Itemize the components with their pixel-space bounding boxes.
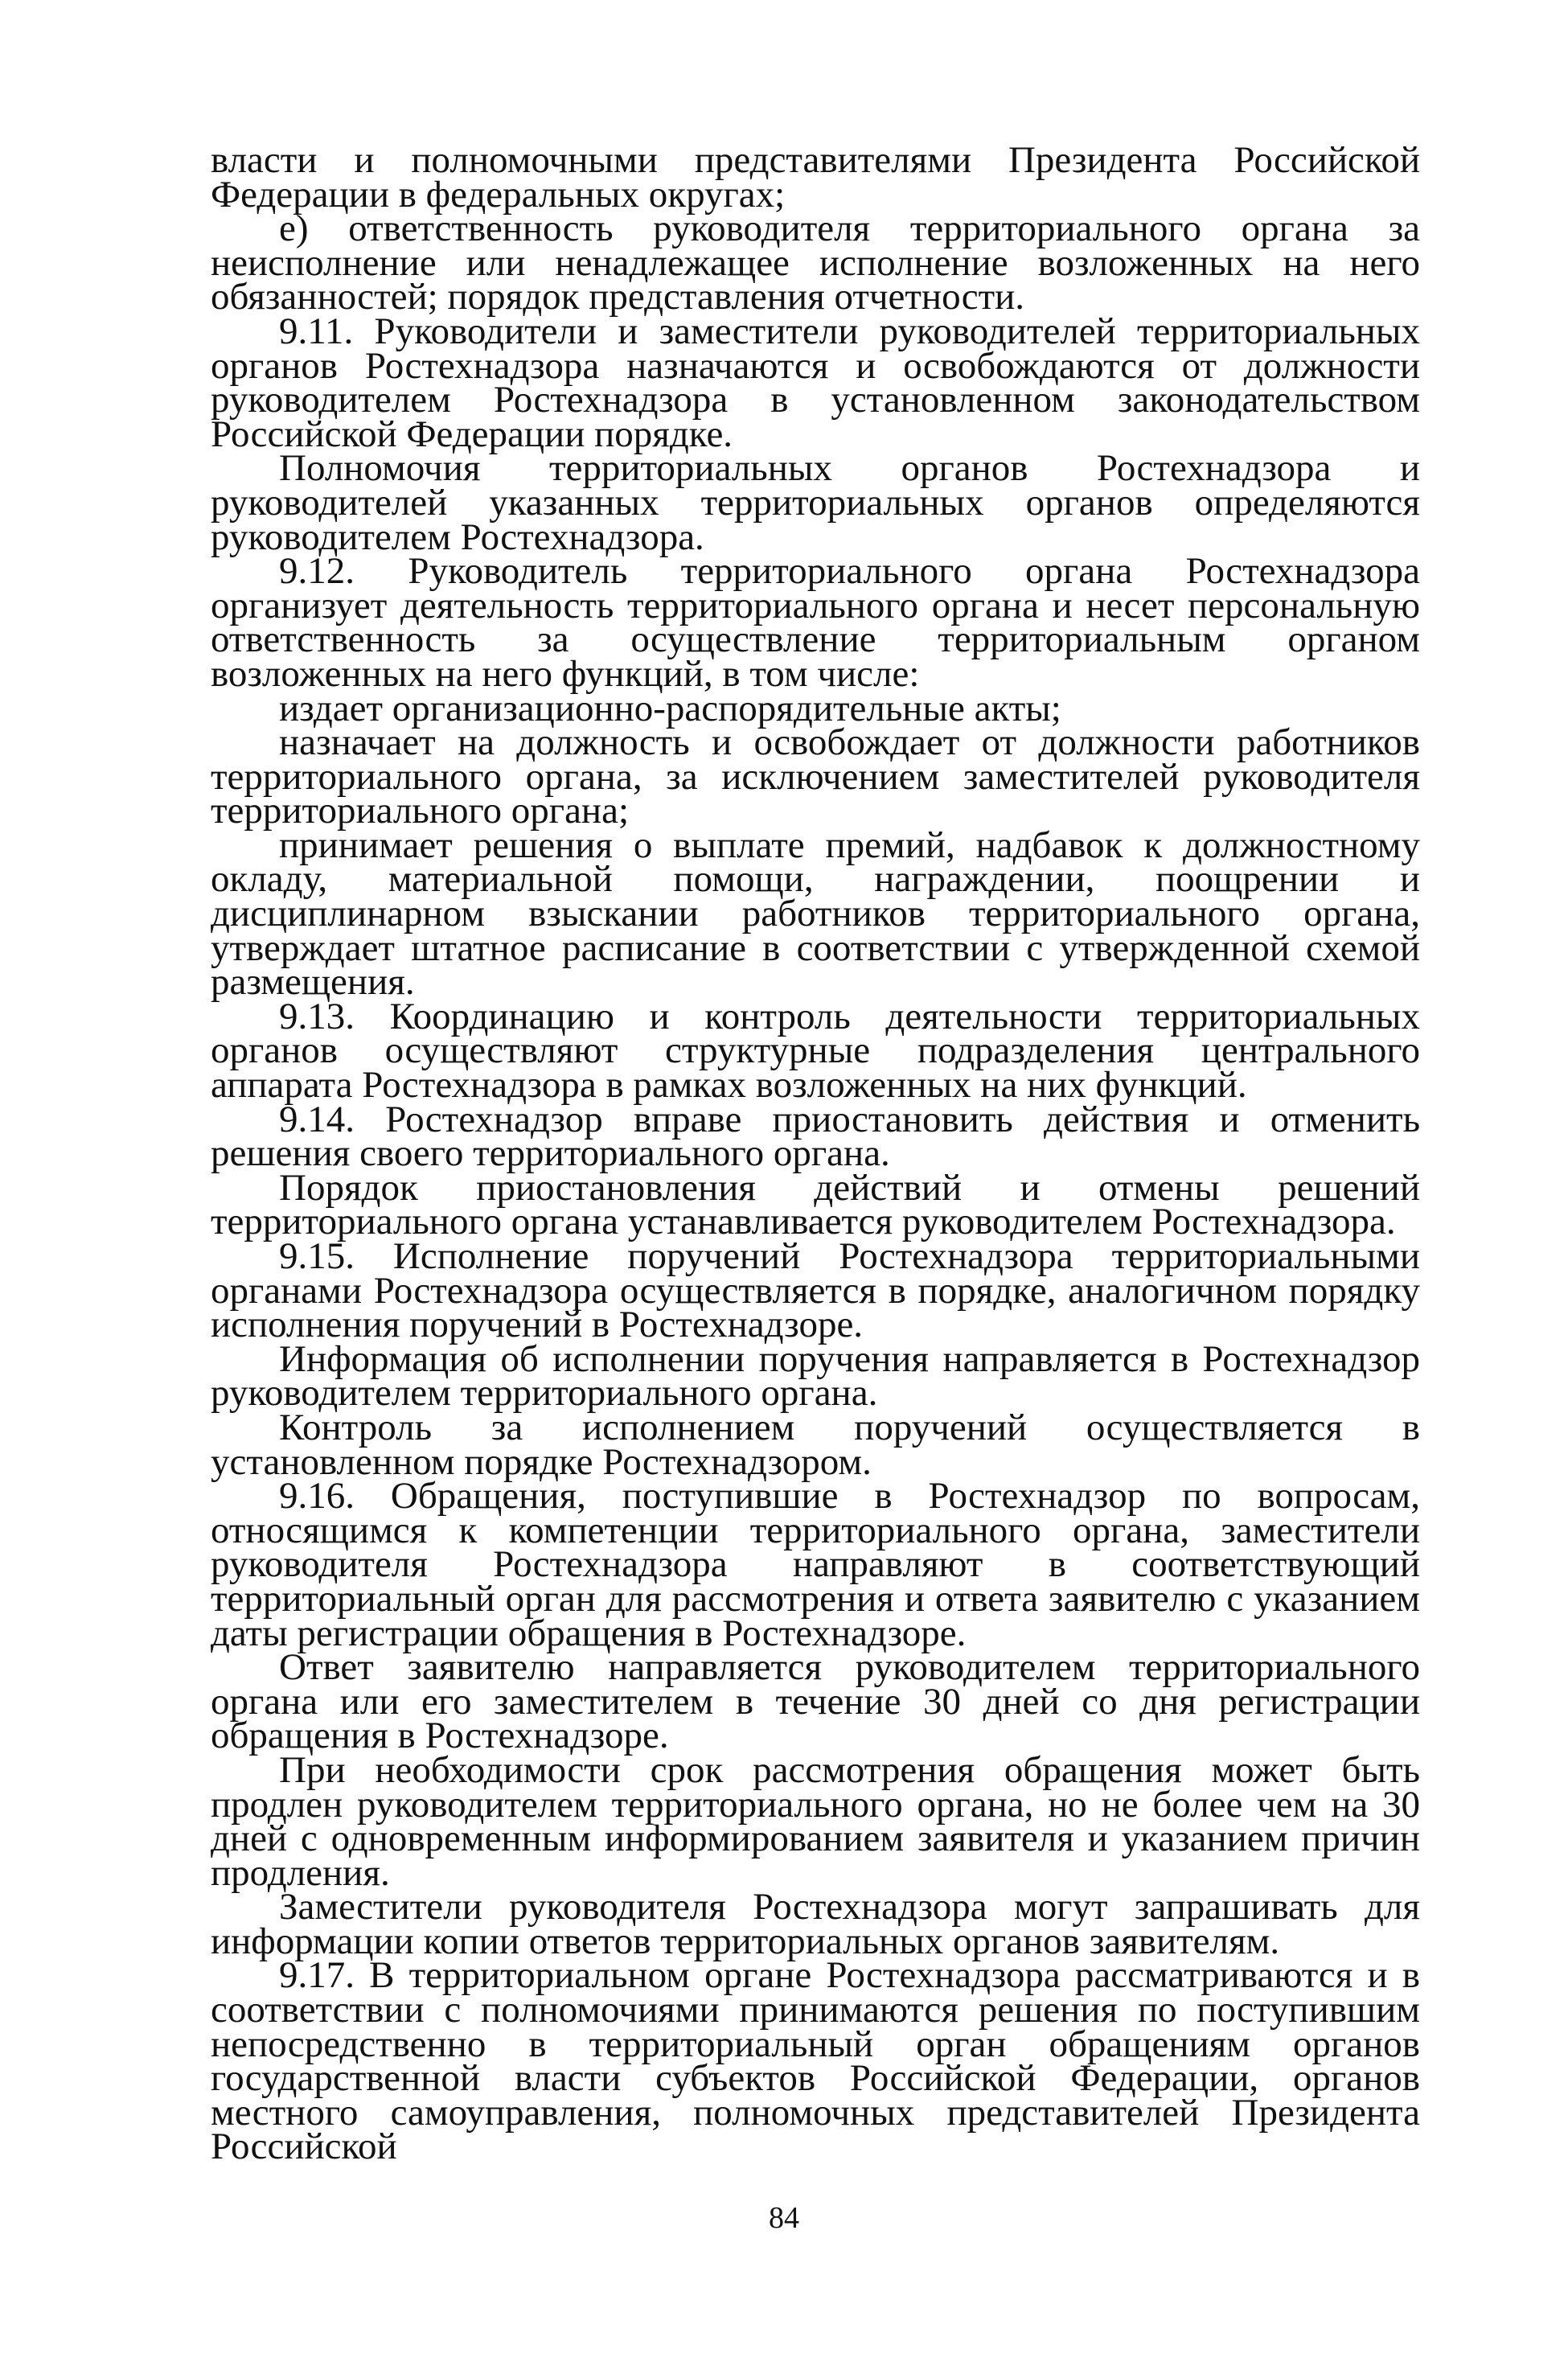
paragraph-9-12-acts: издает организационно-распорядительные акты;: [279, 687, 1061, 729]
paragraph-9-15: 9.15. Исполнение поручений Ростехнадзора территориальными органами Ростехнадзора осуществляется в порядке, аналогичном порядку исполнения поручений в Ростехнадзоре.: [211, 1235, 1420, 1346]
paragraph-9-16-extension: При необходимости срок рассмотрения обращения может быть продлен руководителем территориального органа, но не более чем на 30 дней с одновременным информированием заявителя и указанием причин продления.: [211, 1748, 1420, 1894]
paragraph-9-13: 9.13. Координацию и контроль деятельности территориальных органов осуществляют структурные подразделения центрального аппарата Ростехнадзора в рамках возложенных на них функций.: [211, 995, 1420, 1107]
document-body: [211, 139, 1420, 2168]
paragraph-continuation: власти и полномочными представителями Президента Российской Федерации в федеральных округах;: [211, 139, 1420, 216]
paragraph-9-14-procedure: Порядок приостановления действий и отмены решений территориального органа устанавливается руководителем Ростехнадзора.: [211, 1166, 1420, 1243]
paragraph-9-16-copies: Заместители руководителя Ростехнадзора могут запрашивать для информации копии ответов территориальных органов заявителям.: [211, 1886, 1420, 1962]
paragraph-9-16-answer: Ответ заявителю направляется руководителем территориального органа или его заместителем в течение 30 дней со дня регистрации обращения в Ростехнадзоре.: [211, 1646, 1420, 1757]
paragraph-9-11: 9.11. Руководители и заместители руководителей территориальных органов Ростехнадзора назначаются и освобождаются от должности руководителем Ростехнадзора в установленном законодательством Российской Федерации порядке.: [211, 310, 1420, 455]
paragraph-9-15-information: Информация об исполнении поручения направляется в Ростехнадзор руководителем территориального органа.: [211, 1337, 1420, 1415]
paragraph-9-15-control: Контроль за исполнением поручений осуществляется в установленном порядке Ростехнадзором.: [211, 1406, 1420, 1483]
paragraph-9-12-decisions: принимает решения о выплате премий, надбавок к должностному окладу, материальной помощи, награждении, поощрении и дисциплинарном взыскании работников территориального органа, утверждает штатное расписание в соответствии с утвержденной схемой размещения.: [211, 824, 1420, 1004]
paragraph-item-e: е) ответственность руководителя территориального органа за неисполнение или ненадлежащее исполнение возложенных на него обязанностей; порядок представления отчетности.: [211, 207, 1420, 318]
paragraph-9-12: 9.12. Руководитель территориального органа Ростехнадзора организует деятельность территориального органа и несет персональную ответственность за осуществление территориальным органом возложенных на него функций, в том числе:: [211, 550, 1420, 695]
paragraph-9-17: 9.17. В территориальном органе Ростехнадзора рассматриваются и в соответствии с полномочиями принимаются решения по поступившим непосредственно в территориальный орган обращениям органов государственной власти субъектов Российской Федерации, органов местного самоуправления, полномочных представителей Президента Российской: [211, 1954, 1420, 2168]
page-number: 84: [769, 2201, 799, 2235]
paragraph-9-14: 9.14. Ростехнадзор вправе приостановить действия и отменить решения своего территориального органа.: [211, 1098, 1420, 1175]
paragraph-9-16: 9.16. Обращения, поступившие в Ростехнадзор по вопросам, относящимся к компетенции территориального органа, заместители руководителя Ростехнадзора направляют в соответствующий территориальный орган для рассмотрения и ответа заявителю с указанием даты регистрации обращения в Ростехнадзоре.: [211, 1475, 1420, 1654]
paragraph-9-12-appoints: назначает на должность и освобождает от должности работников территориального органа, за исключением заместителей руководителя территориального органа;: [211, 721, 1420, 832]
paragraph-9-11-powers: Полномочия территориальных органов Ростехнадзора и руководителей указанных территориальных органов определяются руководителем Ростехнадзора.: [211, 447, 1420, 558]
